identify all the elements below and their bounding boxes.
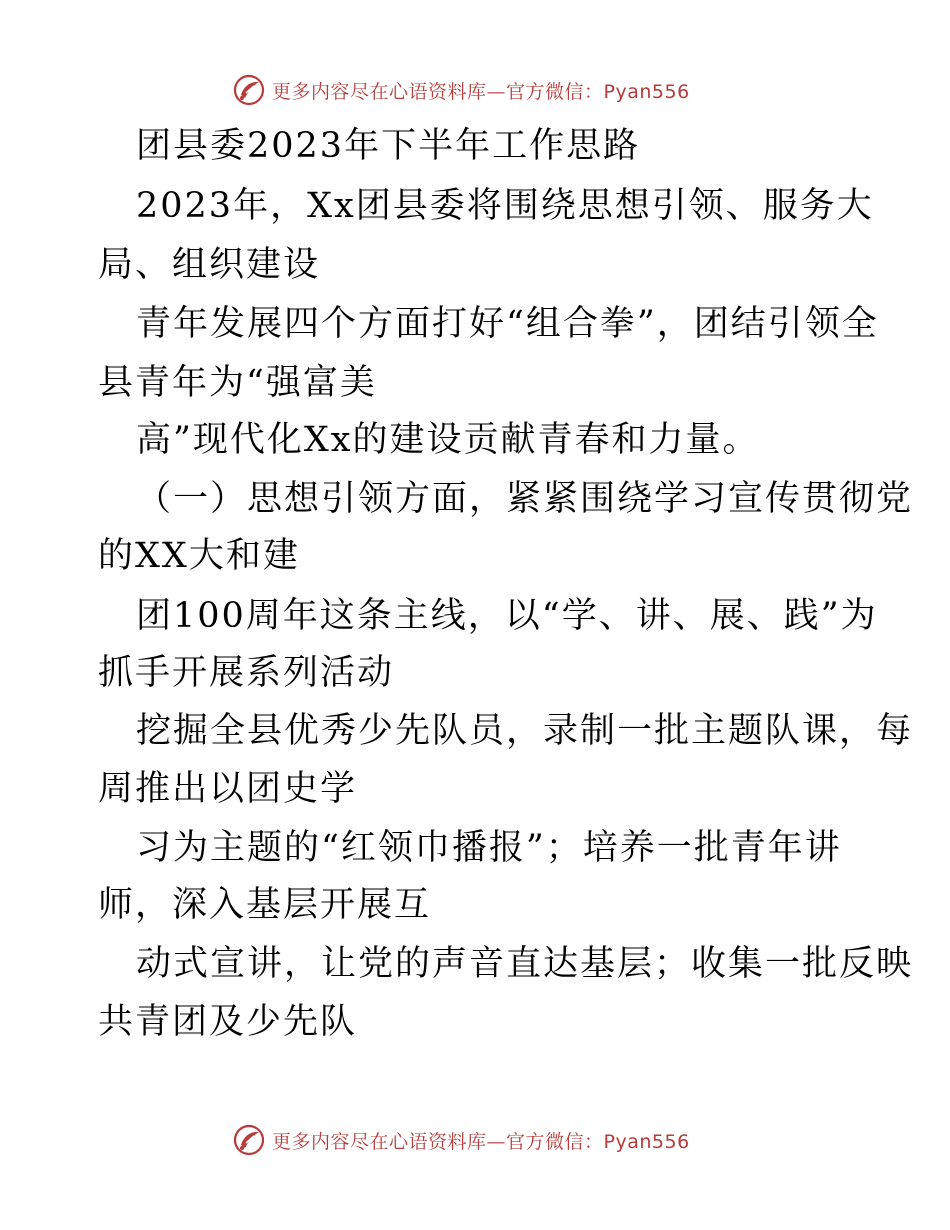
watermark-separator: — — [486, 80, 507, 103]
document-title: 团县委2023年下半年工作思路 — [136, 126, 641, 166]
section-heading-line: （一）思想引领方面，紧紧围绕学习宣传贯彻党 — [136, 479, 914, 519]
header-watermark — [232, 72, 690, 108]
paragraph-line: 2023年，Xx团县委将围绕思想引领、服务大 — [136, 186, 874, 226]
watermark-main-text: 更多内容尽在心语资料库 — [272, 1130, 487, 1153]
paragraph-line: 的XX大和建 — [98, 536, 300, 576]
paragraph-line: 青年发展四个方面打好“组合拳”，团结引领全 — [136, 304, 879, 344]
paragraph-line: 局、组织建设 — [98, 245, 321, 285]
brand-logo-icon — [232, 1123, 266, 1157]
watermark-wechat: 官方微信：Pyan556 — [506, 80, 690, 103]
brand-logo-icon — [232, 73, 266, 107]
footer-watermark — [232, 1122, 690, 1158]
paragraph-line: 县青年为“强富美 — [98, 363, 377, 403]
watermark-separator: — — [486, 1130, 507, 1153]
paragraph-line: 动式宣讲，让党的声音直达基层；收集一批反映 — [136, 944, 914, 984]
watermark-text — [272, 77, 690, 104]
paragraph-line: 习为主题的“红领巾播报”；培养一批青年讲 — [136, 828, 842, 868]
paragraph-line: 挖掘全县优秀少先队员，录制一批主题队课，每 — [136, 711, 914, 751]
paragraph-line: 师，深入基层开展互 — [98, 885, 432, 925]
watermark-wechat: 官方微信：Pyan556 — [506, 1130, 690, 1153]
paragraph-line: 共青团及少先队 — [98, 1002, 358, 1042]
watermark-main-text: 更多内容尽在心语资料库 — [272, 80, 487, 103]
watermark-text — [272, 1127, 690, 1154]
paragraph-line: 团100周年这条主线，以“学、讲、展、践”为 — [136, 596, 878, 636]
paragraph-line: 高”现代化Xx的建设贡献青春和力量。 — [136, 420, 760, 460]
paragraph-line: 抓手开展系列活动 — [98, 653, 395, 693]
paragraph-line: 周推出以团史学 — [98, 769, 358, 809]
